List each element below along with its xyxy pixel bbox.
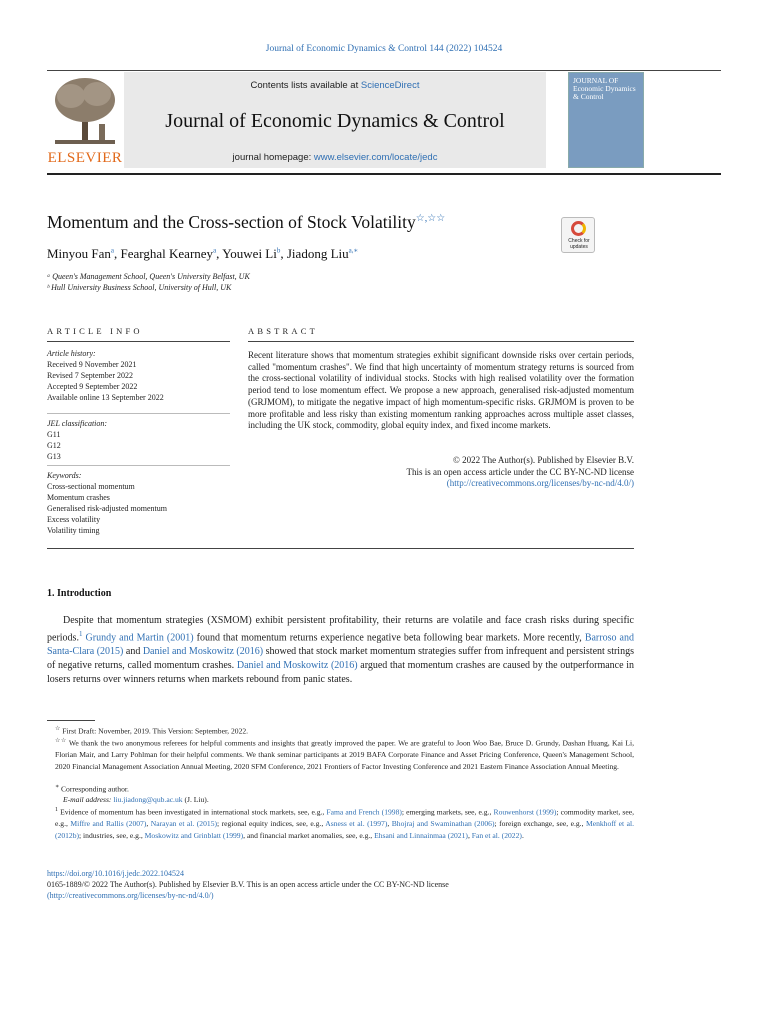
footnote-text: ,	[467, 830, 472, 840]
license-line: This is an open access article under the CC BY-NC-ND license	[406, 466, 634, 477]
history-item: Received 9 November 2021	[47, 360, 137, 369]
footnote-text: .	[521, 830, 524, 840]
email-link[interactable]: liu.jiadong@qub.ac.uk	[113, 795, 183, 804]
jel-code: G13	[47, 452, 61, 461]
jel-code: G12	[47, 441, 61, 450]
check-updates-label: Check for updates	[568, 238, 590, 250]
footnote-email	[47, 794, 634, 806]
issn-line: 0165-1889/© 2022 The Author(s). Published by Elsevier B.V. This is an open access article under the CC BY-NC-ND license	[47, 880, 449, 889]
license-link[interactable]: (http://creativecommons.org/licenses/by-nc-nd/4.0/)	[47, 891, 214, 900]
intro-text: Despite that momentum strategies (XSMOM) exhibit persistent profitability, their returns are volatile and face crash risks during specific periods.	[47, 615, 634, 644]
footnote-mark: ☆	[55, 726, 61, 732]
citation-link[interactable]: Barroso and Santa-Clara (2015)	[47, 632, 634, 657]
author-affiliation-mark[interactable]: a	[110, 246, 115, 255]
citation-link[interactable]: Rouwenhorst (1999)	[493, 807, 557, 817]
author-affiliation-mark[interactable]: a,∗	[348, 246, 359, 255]
footnote-text: ,	[387, 819, 392, 829]
history-item: Revised 7 September 2022	[47, 371, 133, 380]
elsevier-wordmark: ELSEVIER	[47, 150, 123, 166]
abstract-bottom-divider	[47, 548, 634, 549]
citation-link[interactable]: Miffre and Rallis (2007)	[70, 819, 147, 829]
citation-link[interactable]: Fan et al. (2022)	[471, 830, 522, 840]
doi-block	[47, 868, 634, 901]
license-link[interactable]: (http://creativecommons.org/licenses/by-nc-nd/4.0/)	[446, 478, 634, 489]
intro-text: and	[123, 645, 143, 657]
footnote-text: ; foreign exchange, see, e.g.,	[494, 819, 586, 829]
footnote-1	[47, 805, 634, 841]
author-name[interactable]: Minyou Fan	[47, 246, 111, 261]
history-label: Article history:	[47, 349, 96, 358]
abstract-text: Recent literature shows that momentum strategies exhibit significant downside risks over certain periods, called "momentum crashes". We find that high uncertainty of momentum strategy returns is sourced from the cross-sectional volatility of individual stocks. Stocks with high realised volatility over the formation period tend to lose momentum effect. We propose a new approach, generalised risk-adjusted momentum (GRJMOM), to mitigate the negative impact of high momentum-specific risks. GRJMOM is proven to be more profitable and less risky than existing momentum ranking approaches across multiple asset classes, including the UK stock, commodity, global equity index, and fixed income markets.	[248, 350, 634, 431]
info-divider	[47, 465, 230, 466]
keyword: Generalised risk-adjusted momentum	[47, 504, 167, 513]
citation-link[interactable]: Asness et al. (1997)	[325, 819, 388, 829]
intro-text: showed that stock market momentum strategies suffer from infrequent and persistent strings of negative returns, called momentum crashes.	[47, 645, 634, 671]
footnote-text: Corresponding author.	[60, 784, 129, 794]
jel-label: JEL classification:	[47, 419, 108, 428]
introduction-heading: 1. Introduction	[47, 588, 112, 599]
article-title	[47, 212, 445, 233]
check-for-updates-badge[interactable]	[561, 217, 595, 253]
contents-line	[124, 80, 546, 91]
author-affiliation-mark[interactable]: a	[213, 246, 217, 255]
footnote-text: ,	[146, 819, 151, 829]
footnote-text: ; commodity market, see, e.g.,	[55, 807, 634, 829]
citation-link[interactable]: Fama and French (1998)	[326, 807, 402, 817]
footnote-mark: ☆☆	[55, 738, 67, 744]
affiliation-a: ᵃ Queen's Management School, Queen's University Belfast, UK	[47, 272, 250, 281]
keyword: Momentum crashes	[47, 493, 110, 502]
doi-link[interactable]: https://doi.org/10.1016/j.jedc.2022.104524	[47, 869, 184, 878]
citation-link[interactable]: Menkhoff et al. (2012b)	[55, 819, 634, 840]
footnote-mark: ∗	[55, 784, 60, 790]
journal-name: Journal of Economic Dynamics & Control	[165, 110, 505, 132]
citation-link[interactable]: Daniel and Moskowitz (2016)	[142, 645, 264, 657]
footnote-text: , and financial market anomalies, see, e.g.,	[243, 830, 375, 840]
abstract-divider	[248, 341, 634, 342]
author-list: Minyou Fan$^a$, Fearghal Kearney$^a$, Youwei Li$^b$, Jiadong Liu$^{a,∗}$	[47, 246, 359, 261]
author-affiliation-mark[interactable]: b	[276, 246, 281, 255]
affiliation-b: ᵇ Hull University Business School, University of Hull, UK	[47, 283, 232, 292]
footnote-text: ; regional equity indices, see, e.g.,	[217, 819, 326, 829]
author-name[interactable]: Fearghal Kearney	[120, 246, 214, 261]
journal-reference-link[interactable]: Journal of Economic Dynamics & Control 144 (2022) 104524	[265, 44, 503, 54]
keywords-label: Keywords:	[47, 471, 82, 480]
article-history	[47, 348, 230, 403]
citation-link[interactable]: Bhojraj and Swaminathan (2006)	[391, 819, 495, 829]
introduction-paragraph	[47, 614, 634, 686]
journal-homepage-link[interactable]: www.elsevier.com/locate/jedc	[313, 152, 438, 163]
homepage-prefix: journal homepage:	[232, 152, 314, 163]
abstract-copyright	[248, 455, 634, 490]
citation-link[interactable]: Grundy and Martin (2001)	[85, 632, 194, 644]
footnote-mark: 1	[55, 807, 58, 813]
keyword: Volatility timing	[47, 526, 100, 535]
keywords	[47, 470, 230, 536]
header-divider	[47, 173, 721, 175]
footnote-ref[interactable]: 1	[78, 629, 83, 638]
footnote-text: Evidence of momentum has been investigated in international stock markets, see, e.g.,	[60, 807, 327, 817]
copyright-line: © 2022 The Author(s). Published by Elsevier B.V.	[453, 455, 634, 465]
author-name[interactable]: Jiadong Liu	[286, 246, 349, 261]
sciencedirect-link[interactable]: ScienceDirect	[360, 80, 420, 91]
article-info-divider	[47, 341, 230, 342]
history-item: Accepted 9 September 2022	[47, 382, 138, 391]
citation-link[interactable]: Ehsani and Linnainmaa (2021)	[374, 830, 468, 840]
footnote-text: ; industries, see, e.g.,	[79, 830, 145, 840]
top-divider	[47, 70, 721, 71]
homepage-line	[124, 152, 546, 163]
check-updates-icon	[571, 221, 586, 236]
title-text: Momentum and the Cross-section of Stock Volatility	[47, 212, 416, 232]
contents-prefix: Contents lists available at	[250, 80, 361, 91]
footnote-double-star	[47, 736, 634, 772]
title-footnote-marks[interactable]: ☆,☆☆	[415, 213, 446, 225]
keyword: Cross-sectional momentum	[47, 482, 135, 491]
jel-code: G11	[47, 430, 61, 439]
footnote-text: First Draft: November, 2019. This Version: September, 2022.	[62, 726, 249, 736]
journal-cover-image	[568, 72, 644, 168]
history-item: Available online 13 September 2022	[47, 393, 164, 402]
citation-link[interactable]: Narayan et al. (2015)	[150, 819, 218, 829]
intro-text: argued that momentum crashes are caused by the outperformance in losers returns over winners returns when markets rebound from panic states.	[47, 659, 634, 685]
footnote-text: We thank the two anonymous referees for helpful comments and insights that greatly improved the paper. We are grateful to Joon Woo Bae, Bruce D. Grundy, Dashan Huang, Kai Li, Florian Mair, and Larry Pohlman for their helpful comments. We thank seminar participants at 2019 BAFA Corporate Finance and Asset Pricing Conference, Queen's Management School, 2020 Financial Management Association Annual Meeting, 2020 SFM Conference, 2021 Frontiers of Factor Investing Conference and 2021 Eastern Finance Association Annual Meeting.	[55, 738, 635, 771]
info-divider	[47, 413, 230, 414]
citation-link[interactable]: Daniel and Moskowitz (2016)	[236, 659, 358, 671]
email-label: E-mail address:	[63, 795, 114, 804]
footnote-text: ; emerging markets, see, e.g.,	[401, 807, 494, 817]
email-suffix: (J. Liu).	[182, 795, 209, 804]
jel-classification	[47, 418, 230, 462]
footnote-divider	[47, 720, 95, 721]
citation-link[interactable]: Moskowitz and Grinblatt (1999)	[144, 830, 244, 840]
keyword: Excess volatility	[47, 515, 101, 524]
abstract-heading: ABSTRACT	[248, 326, 318, 336]
article-info-heading: ARTICLE INFO	[47, 326, 143, 336]
intro-text: found that momentum returns experience negative beta following bear markets. More recently,	[193, 632, 585, 644]
author-name[interactable]: Youwei Li	[222, 246, 277, 261]
cover-title: JOURNAL OF Economic Dynamics & Control	[573, 76, 636, 101]
